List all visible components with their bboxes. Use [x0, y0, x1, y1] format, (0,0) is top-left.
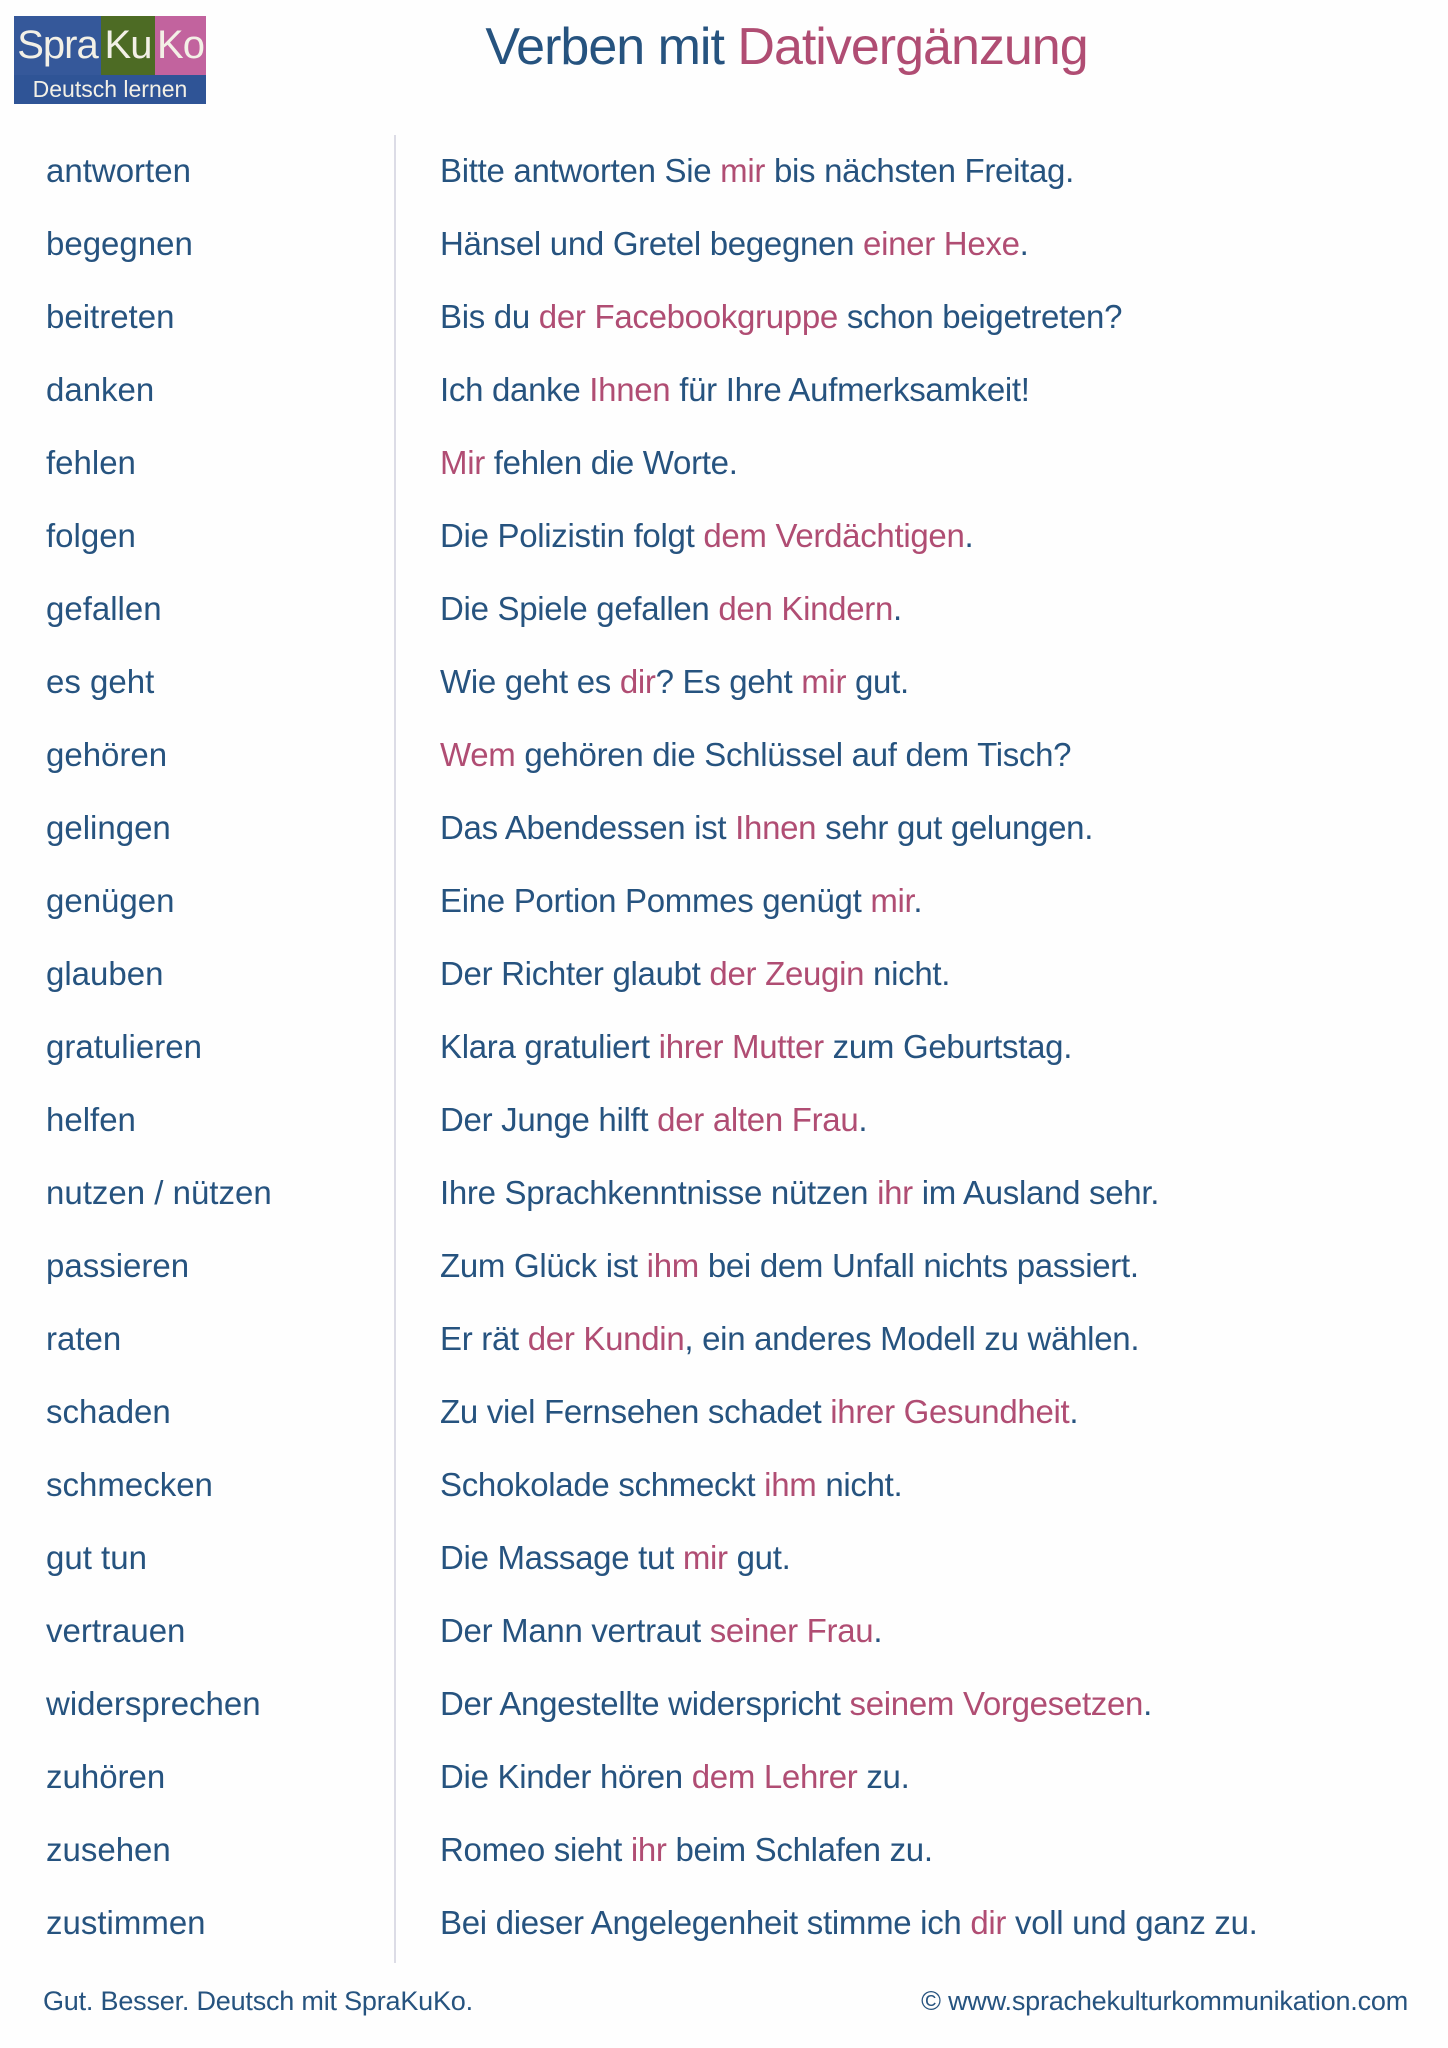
verb-cell [0, 1028, 395, 1066]
dative-highlight: ihm [646, 1246, 699, 1284]
sentence-cell [395, 1393, 1448, 1431]
sentence-cell [395, 152, 1448, 190]
verb-cell [0, 1685, 395, 1723]
verb-label: helfen [46, 1100, 136, 1138]
verb-label: fehlen [46, 443, 136, 481]
sentence-cell [395, 444, 1448, 482]
sentence-text: . [873, 1611, 883, 1649]
verb-label: widersprechen [46, 1684, 261, 1722]
example-sentence [440, 517, 973, 554]
sentence-text: bei dem Unfall nichts passiert. [698, 1246, 1139, 1284]
example-sentence [440, 1320, 1139, 1357]
verb-cell [0, 1247, 395, 1285]
sentence-cell [395, 1466, 1448, 1504]
sentence-text: Der Angestellte widerspricht [440, 1684, 850, 1722]
dative-highlight: seiner Frau [709, 1611, 874, 1649]
dative-highlight: der alten Frau [657, 1100, 859, 1138]
verb-cell [0, 1539, 395, 1577]
sentence-text: . [964, 516, 974, 554]
example-sentence [440, 590, 902, 627]
sentence-text: nicht. [816, 1465, 903, 1503]
sentence-text: zum Geburtstag. [823, 1027, 1073, 1065]
example-sentence [440, 444, 738, 481]
sentence-text: Romeo sieht [440, 1830, 631, 1868]
sentence-cell [395, 1539, 1448, 1577]
logo-segment-ko: Ko [155, 16, 206, 75]
sentence-cell [395, 1320, 1448, 1358]
table-row [0, 1083, 1448, 1156]
example-sentence [440, 1685, 1152, 1722]
sentence-text: Eine Portion Pommes genügt [440, 881, 871, 919]
sentence-text: Das Abendessen ist [440, 808, 736, 846]
sentence-cell [395, 1612, 1448, 1650]
sprakuko-logo [14, 16, 206, 104]
table-row [0, 718, 1448, 791]
sentence-text: Hänsel und Gretel begegnen [440, 224, 864, 262]
sentence-text: gut. [846, 662, 909, 700]
sentence-text: im Ausland sehr. [912, 1173, 1160, 1211]
table-row [0, 1740, 1448, 1813]
verb-cell [0, 809, 395, 847]
sentence-text: Die Kinder hören [440, 1757, 692, 1795]
example-sentence [440, 1466, 902, 1503]
verb-cell [0, 152, 395, 190]
verb-cell [0, 1174, 395, 1212]
table-row [0, 937, 1448, 1010]
sentence-text: nicht. [864, 954, 951, 992]
verb-label: zuhören [46, 1757, 166, 1795]
table-row [0, 572, 1448, 645]
sentence-text: . [1019, 224, 1029, 262]
sentence-text: Ihre Sprachkenntnisse nützen [440, 1173, 878, 1211]
verb-cell [0, 1393, 395, 1431]
dative-highlight: der Facebookgruppe [538, 297, 838, 335]
verb-label: gratulieren [46, 1027, 202, 1065]
dative-highlight: einer Hexe [863, 224, 1020, 262]
example-sentence [440, 1028, 1072, 1065]
verb-cell [0, 663, 395, 701]
verb-label: glauben [46, 954, 164, 992]
dative-highlight: Wem [440, 735, 516, 773]
verb-label: begegnen [46, 224, 193, 262]
verb-label: es geht [46, 662, 155, 700]
sentence-text: Der Junge hilft [440, 1100, 658, 1138]
sentence-text: Bitte antworten Sie [440, 151, 721, 189]
example-sentence [440, 1612, 882, 1649]
example-sentence [440, 663, 909, 700]
page-title-highlight: Dativergänzung [737, 18, 1088, 76]
dative-highlight: dem Verdächtigen [703, 516, 965, 554]
sentence-cell [395, 1904, 1448, 1942]
dative-highlight: dem Lehrer [691, 1757, 858, 1795]
verb-cell [0, 736, 395, 774]
example-sentence [440, 1758, 909, 1795]
logo-segment-ku: Ku [101, 16, 155, 75]
verb-cell [0, 882, 395, 920]
sentence-text: sehr gut gelungen. [816, 808, 1094, 846]
example-sentence [440, 1174, 1159, 1211]
verb-label: danken [46, 370, 155, 408]
table-row [0, 1886, 1448, 1959]
sentence-cell [395, 955, 1448, 993]
example-sentence [440, 371, 1030, 408]
verb-cell [0, 225, 395, 263]
example-sentence [440, 809, 1093, 846]
sentence-text: Der Richter glaubt [440, 954, 710, 992]
table-row [0, 645, 1448, 718]
sentence-text: Klara gratuliert [440, 1027, 659, 1065]
sentence-text: schon beigetreten? [837, 297, 1123, 335]
sentence-cell [395, 1101, 1448, 1139]
table-row [0, 499, 1448, 572]
example-sentence [440, 1101, 867, 1138]
sentence-cell [395, 590, 1448, 628]
verb-label: genügen [46, 881, 175, 919]
table-row [0, 1010, 1448, 1083]
sentence-cell [395, 371, 1448, 409]
sentence-text: . [1143, 1684, 1152, 1722]
verb-label: gut tun [46, 1538, 147, 1576]
verb-cell [0, 1904, 395, 1942]
sentence-text: Er rät [440, 1319, 528, 1357]
sentence-text: . [893, 589, 902, 627]
dative-highlight: mir [801, 662, 847, 700]
sentence-cell [395, 1758, 1448, 1796]
dative-highlight: ihm [764, 1465, 817, 1503]
sentence-text: Die Spiele gefallen [440, 589, 719, 627]
sentence-cell [395, 1831, 1448, 1869]
example-sentence [440, 298, 1122, 335]
sentence-cell [395, 882, 1448, 920]
verb-cell [0, 298, 395, 336]
dative-highlight: ihr [877, 1173, 913, 1211]
verb-label: zusehen [46, 1830, 171, 1868]
sentence-cell [395, 225, 1448, 263]
table-row [0, 1448, 1448, 1521]
verb-cell [0, 371, 395, 409]
logo-subtitle: Deutsch lernen [14, 75, 206, 104]
sentence-cell [395, 736, 1448, 774]
dative-highlight: ihrer Mutter [658, 1027, 824, 1065]
example-sentence [440, 1539, 790, 1576]
dative-highlight: der Kundin [527, 1319, 685, 1357]
verb-label: passieren [46, 1246, 190, 1284]
verb-cell [0, 1466, 395, 1504]
table-row [0, 207, 1448, 280]
table-row [0, 864, 1448, 937]
table-row [0, 353, 1448, 426]
table-row [0, 134, 1448, 207]
footer [43, 1986, 1408, 2017]
verb-cell [0, 955, 395, 993]
table-row [0, 1667, 1448, 1740]
example-sentence [440, 955, 950, 992]
dative-highlight: dir [970, 1903, 1007, 1941]
sentence-cell [395, 1685, 1448, 1723]
verb-label: gehören [46, 735, 168, 773]
sentence-text: Der Mann vertraut [440, 1611, 710, 1649]
verb-cell [0, 517, 395, 555]
dative-highlight: mir [682, 1538, 728, 1576]
logo-segment-spra: Spra [14, 16, 101, 75]
sentence-text: Zu viel Fernsehen schadet [440, 1392, 831, 1430]
sentence-text: für Ihre Aufmerksamkeit! [670, 370, 1030, 408]
sentence-cell [395, 298, 1448, 336]
verb-label: nutzen / nützen [46, 1173, 272, 1211]
page-title-prefix: Verben mit [485, 18, 738, 76]
page-title [260, 18, 1313, 78]
sentence-cell [395, 1028, 1448, 1066]
sentence-cell [395, 517, 1448, 555]
example-sentence [440, 736, 1071, 773]
sentence-text: gehören die Schlüssel auf dem Tisch? [515, 735, 1072, 773]
sentence-text: beim Schlafen zu. [666, 1830, 933, 1868]
dative-highlight: dir [619, 662, 656, 700]
sentence-text: . [913, 881, 923, 919]
footer-tagline: Gut. Besser. Deutsch mit SpraKuKo. [43, 1986, 473, 2016]
verb-table [0, 134, 1448, 1959]
verb-label: folgen [46, 516, 136, 554]
table-row [0, 280, 1448, 353]
sentence-text: Die Massage tut [440, 1538, 683, 1576]
dative-highlight: mir [870, 881, 914, 919]
sentence-text: fehlen die Worte. [484, 443, 738, 481]
sentence-cell [395, 1247, 1448, 1285]
sentence-cell [395, 1174, 1448, 1212]
verb-cell [0, 1831, 395, 1869]
sentence-text: voll und ganz zu. [1006, 1903, 1258, 1941]
dative-highlight: mir [720, 151, 766, 189]
table-row [0, 1229, 1448, 1302]
verb-label: schmecken [46, 1465, 213, 1503]
example-sentence [440, 152, 1074, 189]
sentence-text: . [1069, 1392, 1079, 1430]
dative-highlight: Ihnen [735, 808, 817, 846]
sentence-text: gut. [727, 1538, 791, 1576]
logo-wordmark [14, 16, 206, 75]
sentence-text: Zum Glück ist [440, 1246, 647, 1284]
footer-copyright: © www.sprachekulturkommunikation.com [921, 1986, 1408, 2016]
table-row [0, 1302, 1448, 1375]
dative-highlight: Ihnen [589, 370, 671, 408]
dative-highlight: Mir [440, 443, 485, 481]
dative-highlight: seinem Vorgesetzen [849, 1684, 1144, 1722]
verb-cell [0, 1612, 395, 1650]
sentence-text: Bei dieser Angelegenheit stimme ich [440, 1903, 971, 1941]
table-row [0, 426, 1448, 499]
table-row [0, 1594, 1448, 1667]
sentence-text: . [858, 1100, 868, 1138]
verb-label: raten [46, 1319, 122, 1357]
verb-cell [0, 1320, 395, 1358]
sentence-text: Ich danke [440, 370, 590, 408]
sentence-cell [395, 663, 1448, 701]
verb-label: antworten [46, 151, 191, 189]
table-row [0, 1521, 1448, 1594]
sentence-text: bis nächsten Freitag. [765, 151, 1074, 189]
example-sentence [440, 1247, 1139, 1284]
sentence-text: Wie geht es [440, 662, 620, 700]
sentence-text: Die Polizistin folgt [440, 516, 704, 554]
example-sentence [440, 882, 922, 919]
verb-label: beitreten [46, 297, 175, 335]
verb-cell [0, 1758, 395, 1796]
sentence-text: , ein anderes Modell zu wählen. [684, 1319, 1140, 1357]
verb-label: vertrauen [46, 1611, 186, 1649]
sentence-text: Schokolade schmeckt [440, 1465, 765, 1503]
verb-cell [0, 590, 395, 628]
sentence-text: zu. [857, 1757, 910, 1795]
verb-label: zustimmen [46, 1903, 206, 1941]
table-row [0, 1813, 1448, 1886]
dative-highlight: ihr [630, 1830, 667, 1868]
verb-cell [0, 444, 395, 482]
dative-highlight: der Zeugin [709, 954, 865, 992]
verb-label: gefallen [46, 589, 162, 627]
sentence-text: Bis du [440, 297, 539, 335]
dative-highlight: ihrer Gesundheit [830, 1392, 1070, 1430]
example-sentence [440, 1831, 933, 1868]
example-sentence [440, 1393, 1078, 1430]
verb-cell [0, 1101, 395, 1139]
sentence-text: ? Es geht [655, 662, 802, 700]
dative-highlight: den Kindern [718, 589, 894, 627]
sentence-cell [395, 809, 1448, 847]
example-sentence [440, 1904, 1258, 1941]
verb-label: schaden [46, 1392, 171, 1430]
verb-label: gelingen [46, 808, 171, 846]
table-row [0, 791, 1448, 864]
table-row [0, 1156, 1448, 1229]
table-row [0, 1375, 1448, 1448]
example-sentence [440, 225, 1029, 262]
